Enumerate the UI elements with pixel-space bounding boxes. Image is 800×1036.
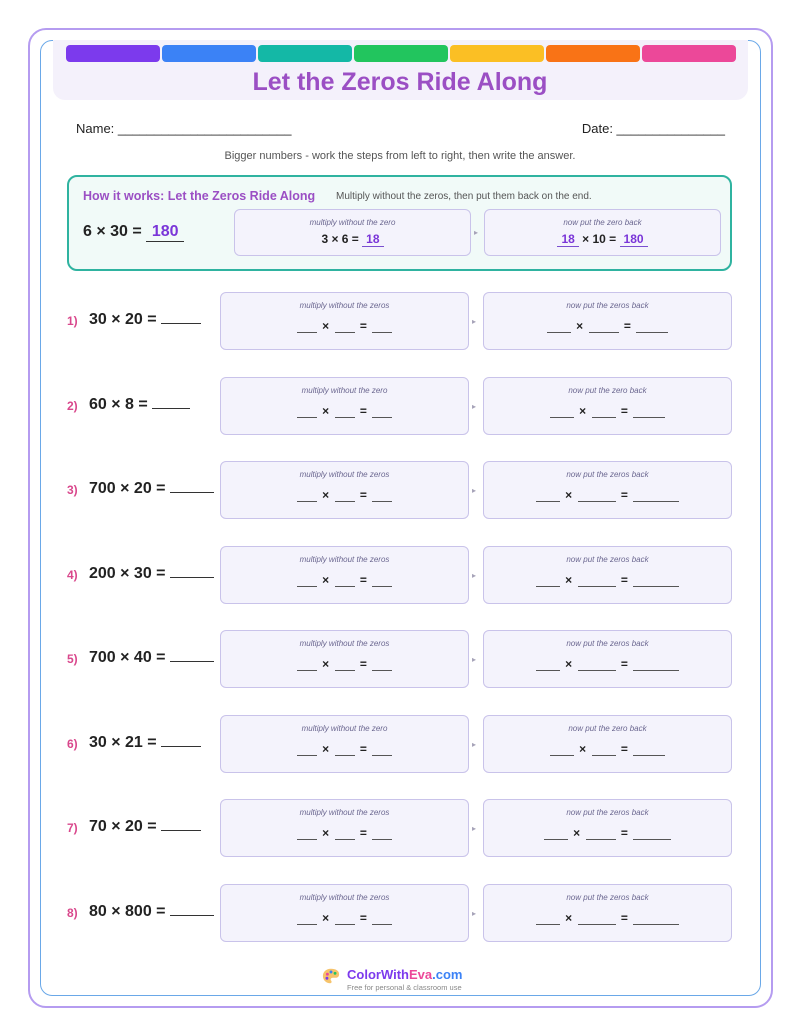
problem-step1-box (220, 715, 469, 773)
example-step1-row (235, 232, 470, 247)
problem-step2-label: now put the zeros back (566, 301, 649, 310)
example-step2-row (485, 232, 720, 247)
step-blank-factor2[interactable] (592, 744, 616, 756)
arrow-icon: ▸ (472, 571, 477, 580)
times-symbol: × (318, 488, 333, 502)
times-symbol: × (318, 826, 333, 840)
problem-step2-box (483, 292, 732, 350)
example-subheading: Multiply without the zeros, then put them back on the end. (336, 191, 592, 202)
example-answer: 180 (146, 223, 184, 242)
problem-step2-box (483, 715, 732, 773)
times-symbol: × (561, 911, 576, 925)
problem-step1-box (220, 461, 469, 519)
answer-blank[interactable] (170, 648, 214, 662)
color-strip-segment (354, 45, 448, 62)
problem-equation (89, 733, 201, 752)
step-blank-factor1[interactable] (297, 744, 317, 756)
problem-step2-row (484, 742, 731, 756)
step-blank-factor2[interactable] (335, 321, 355, 333)
step-blank-factor2[interactable] (578, 659, 616, 671)
problem-step2-label: now put the zero back (568, 386, 647, 395)
arrow-icon: ▸ (472, 486, 477, 495)
step-blank-factor2[interactable] (586, 828, 616, 840)
arrow-icon: ▸ (472, 824, 477, 833)
problem-step1-label: multiply without the zeros (299, 555, 390, 564)
problem-step1-row (221, 826, 468, 840)
times-symbol: × (318, 657, 333, 671)
equals-symbol: = (356, 911, 371, 925)
problem-equation (89, 564, 214, 583)
step-blank-result[interactable] (372, 659, 392, 671)
step-blank-result[interactable] (633, 575, 679, 587)
problem-row (0, 799, 800, 859)
example-box (67, 175, 732, 271)
problem-step1-box (220, 546, 469, 604)
problem-step2-row (484, 911, 731, 925)
problem-step1-row (221, 742, 468, 756)
problem-step2-row (484, 488, 731, 502)
problem-number: 8) (67, 906, 78, 920)
times-symbol: × (561, 657, 576, 671)
problem-step1-label: multiply without the zeros (299, 639, 390, 648)
equals-symbol: = (617, 404, 632, 418)
step-blank-result[interactable] (372, 575, 392, 587)
color-strip-segment (258, 45, 352, 62)
problem-step2-box (483, 630, 732, 688)
step-blank-factor1[interactable] (536, 575, 560, 587)
step-blank-factor2[interactable] (578, 490, 616, 502)
problem-step2-label: now put the zeros back (566, 808, 649, 817)
equals-symbol: = (356, 488, 371, 502)
answer-blank[interactable] (161, 733, 201, 747)
problem-step2-box (483, 884, 732, 942)
problem-expression: 80 × 800 = (89, 903, 166, 920)
step-blank-factor2[interactable] (335, 406, 355, 418)
times-symbol: × (318, 742, 333, 756)
equals-symbol: = (356, 657, 371, 671)
example-step2-result: 180 (620, 232, 648, 247)
problem-number: 7) (67, 821, 78, 835)
step-blank-factor2[interactable] (592, 406, 616, 418)
step-blank-factor1[interactable] (536, 913, 560, 925)
times-symbol: × (569, 826, 584, 840)
problem-step2-row (484, 657, 731, 671)
step-blank-result[interactable] (372, 321, 392, 333)
step-blank-result[interactable] (633, 744, 665, 756)
example-problem (83, 223, 184, 242)
problem-step2-box (483, 377, 732, 435)
step-blank-factor1[interactable] (547, 321, 571, 333)
color-strip-segment (546, 45, 640, 62)
footer-brand[interactable] (347, 967, 462, 982)
times-symbol: × (561, 573, 576, 587)
times-symbol: × (572, 319, 587, 333)
problem-step2-row (484, 404, 731, 418)
equals-symbol: = (617, 911, 632, 925)
problem-step2-label: now put the zeros back (566, 893, 649, 902)
step-blank-result[interactable] (633, 406, 665, 418)
step-blank-result[interactable] (372, 744, 392, 756)
problem-step1-label: multiply without the zeros (299, 301, 390, 310)
problem-step1-box (220, 292, 469, 350)
times-symbol: × (318, 911, 333, 925)
example-step1-label: multiply without the zero (309, 218, 396, 227)
problem-row (0, 715, 800, 775)
problem-step2-label: now put the zero back (568, 724, 647, 733)
problem-equation (89, 817, 201, 836)
step-blank-factor2[interactable] (335, 575, 355, 587)
step-blank-factor1[interactable] (297, 575, 317, 587)
step-blank-factor2[interactable] (335, 828, 355, 840)
equals-symbol: = (620, 319, 635, 333)
times-symbol: × (318, 404, 333, 418)
problem-row (0, 630, 800, 690)
problem-expression: 60 × 8 = (89, 396, 148, 413)
step-blank-factor1[interactable] (550, 744, 574, 756)
footer-logo (320, 966, 490, 996)
problem-row (0, 546, 800, 606)
problem-number: 6) (67, 737, 78, 751)
problem-step1-label: multiply without the zero (301, 724, 388, 733)
problem-step1-row (221, 319, 468, 333)
step-blank-factor2[interactable] (335, 913, 355, 925)
problem-expression: 30 × 21 = (89, 734, 157, 751)
step-blank-factor2[interactable] (335, 744, 355, 756)
example-step1-expression: 3 × 6 = (321, 232, 359, 246)
equals-symbol: = (617, 742, 632, 756)
example-step2-expression: × 10 = (582, 232, 617, 246)
color-strip-segment (162, 45, 256, 62)
step-blank-result[interactable] (633, 913, 679, 925)
step-blank-factor1[interactable] (297, 406, 317, 418)
arrow-icon: ▸ (472, 740, 477, 749)
problem-step1-box (220, 799, 469, 857)
answer-blank[interactable] (152, 395, 190, 409)
arrow-icon: ▸ (472, 655, 477, 664)
arrow-icon: ▸ (474, 228, 479, 237)
problem-step1-box (220, 630, 469, 688)
color-strip-segment (66, 45, 160, 62)
step-blank-factor2[interactable] (578, 913, 616, 925)
equals-symbol: = (617, 488, 632, 502)
problem-step1-row (221, 911, 468, 925)
example-step2-box (484, 209, 721, 256)
problem-row (0, 377, 800, 437)
problem-step1-row (221, 573, 468, 587)
answer-blank[interactable] (161, 310, 201, 324)
brand-part-a: ColorWith (347, 967, 409, 982)
problem-step1-row (221, 488, 468, 502)
step-blank-factor1[interactable] (297, 913, 317, 925)
equals-symbol: = (617, 657, 632, 671)
page-title: Let the Zeros Ride Along (252, 68, 548, 96)
problem-step2-label: now put the zeros back (566, 470, 649, 479)
step-blank-result[interactable] (633, 490, 679, 502)
problem-step1-label: multiply without the zero (301, 386, 388, 395)
example-step1-box (234, 209, 471, 256)
problem-number: 5) (67, 652, 78, 666)
step-blank-result[interactable] (633, 828, 671, 840)
color-strip-segment (450, 45, 544, 62)
problem-number: 4) (67, 568, 78, 582)
example-heading: How it works: Let the Zeros Ride Along (83, 189, 316, 203)
problem-step1-label: multiply without the zeros (299, 808, 390, 817)
step-blank-result[interactable] (372, 828, 392, 840)
footer-tagline: Free for personal & classroom use (347, 983, 462, 992)
step-blank-factor1[interactable] (297, 659, 317, 671)
equals-symbol: = (617, 573, 632, 587)
step-blank-factor2[interactable] (589, 321, 619, 333)
problem-step2-label: now put the zeros back (566, 555, 649, 564)
problem-step1-label: multiply without the zeros (299, 470, 390, 479)
problem-step1-label: multiply without the zeros (299, 893, 390, 902)
example-step1-result: 18 (362, 232, 383, 247)
problem-step2-box (483, 546, 732, 604)
color-strip-segment (642, 45, 736, 62)
instructions: Bigger numbers - work the steps from left to right, then write the answer. (224, 150, 576, 162)
step-blank-factor2[interactable] (335, 490, 355, 502)
equals-symbol: = (356, 319, 371, 333)
step-blank-factor1[interactable] (297, 490, 317, 502)
problem-expression: 30 × 20 = (89, 311, 157, 328)
step-blank-result[interactable] (372, 913, 392, 925)
equals-symbol: = (356, 826, 371, 840)
problem-step1-box (220, 377, 469, 435)
brand-part-c: .com (432, 967, 463, 982)
step-blank-factor1[interactable] (550, 406, 574, 418)
step-blank-factor1[interactable] (536, 659, 560, 671)
palette-icon (322, 967, 340, 985)
problem-step2-box (483, 799, 732, 857)
problem-step2-row (484, 573, 731, 587)
equals-symbol: = (356, 573, 371, 587)
problem-expression: 700 × 40 = (89, 649, 166, 666)
arrow-icon: ▸ (472, 402, 477, 411)
brand-part-b: Eva (408, 967, 433, 982)
problem-step2-row (484, 826, 731, 840)
date-field[interactable]: Date: _______________ (581, 121, 725, 136)
step-blank-result[interactable] (633, 659, 679, 671)
arrow-icon: ▸ (472, 317, 477, 326)
step-blank-factor2[interactable] (335, 659, 355, 671)
times-symbol: × (575, 404, 590, 418)
times-symbol: × (318, 573, 333, 587)
step-blank-factor2[interactable] (578, 575, 616, 587)
problem-step2-box (483, 461, 732, 519)
problem-expression: 70 × 20 = (89, 818, 157, 835)
answer-blank[interactable] (170, 479, 214, 493)
problem-step2-label: now put the zeros back (566, 639, 649, 648)
problem-step1-row (221, 657, 468, 671)
example-equation: 6 × 30 = (83, 223, 142, 240)
example-step2-value: 18 (557, 232, 578, 247)
problem-equation (89, 479, 214, 498)
step-blank-result[interactable] (372, 406, 392, 418)
step-blank-factor1[interactable] (297, 828, 317, 840)
step-blank-factor1[interactable] (297, 321, 317, 333)
step-blank-result[interactable] (372, 490, 392, 502)
answer-blank[interactable] (161, 817, 201, 831)
problem-step2-row (484, 319, 731, 333)
problem-row (0, 884, 800, 944)
equals-symbol: = (617, 826, 632, 840)
step-blank-result[interactable] (636, 321, 668, 333)
times-symbol: × (561, 488, 576, 502)
answer-blank[interactable] (170, 902, 214, 916)
times-symbol: × (318, 319, 333, 333)
answer-blank[interactable] (170, 564, 214, 578)
rainbow-color-strip (66, 45, 736, 62)
problem-row (0, 461, 800, 521)
equals-symbol: = (356, 742, 371, 756)
name-field[interactable]: Name: ________________________ (76, 121, 292, 136)
problem-equation (89, 395, 190, 414)
equals-symbol: = (356, 404, 371, 418)
problem-equation (89, 648, 214, 667)
step-blank-factor1[interactable] (536, 490, 560, 502)
times-symbol: × (575, 742, 590, 756)
problem-expression: 200 × 30 = (89, 565, 166, 582)
problem-number: 1) (67, 314, 78, 328)
problem-number: 2) (67, 399, 78, 413)
problem-row (0, 292, 800, 352)
problem-equation (89, 902, 214, 921)
problem-expression: 700 × 20 = (89, 480, 166, 497)
example-step2-label: now put the zero back (563, 218, 642, 227)
problem-step1-box (220, 884, 469, 942)
step-blank-factor1[interactable] (544, 828, 568, 840)
problem-step1-row (221, 404, 468, 418)
arrow-icon: ▸ (472, 909, 477, 918)
problem-number: 3) (67, 483, 78, 497)
problem-equation (89, 310, 201, 329)
